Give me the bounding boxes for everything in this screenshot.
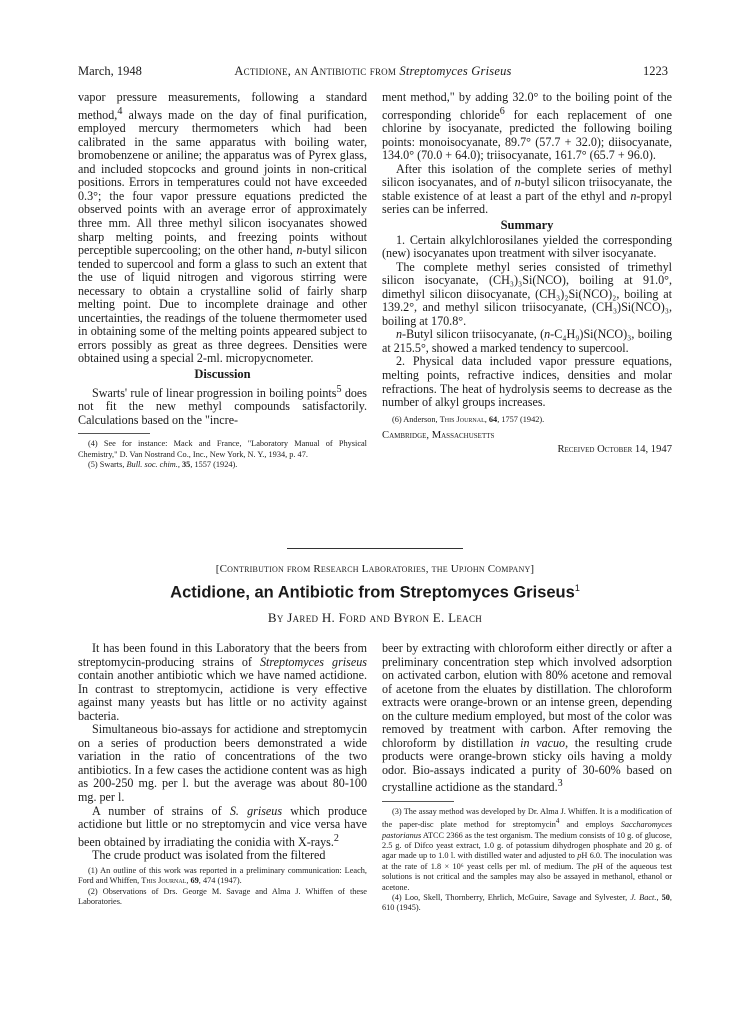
volume: 35 (182, 460, 191, 469)
text: (3) The assay method was developed by Dr. Alma J. Whiffen. It is a modification of the paper-disc plate method for streptomycin (382, 807, 672, 830)
top-right-column (382, 91, 672, 456)
summary-item: 2. Physical data included vapor pressure equations, melting points, refractive indices, densities and molar refractions. The heat of hydrolysis seems to decrease as the number of alkyl groups increases. (382, 354, 672, 410)
italic-text: S. griseus (229, 803, 283, 818)
text: -Butyl silicon triisocyanate, ( (402, 327, 545, 342)
italic-text: n (396, 327, 403, 342)
text: ment method," by adding 32.0° to the boiling point of the corresponding chloride (382, 90, 672, 122)
footnote-ref: 5 (336, 383, 342, 395)
running-header (78, 64, 668, 80)
paragraph (78, 642, 367, 723)
text: , the resulting crude products were orange-brown sticky oils having a moldy odor. Bio-assays indicated a purity of 30-60% based on crystalline actidione as the standard. (382, 735, 672, 795)
text: , (177, 460, 183, 469)
italic-text: n (544, 327, 551, 342)
italic-text: n (514, 175, 521, 190)
italic-text: p (592, 861, 597, 871)
text: , 1757 (1942). (497, 414, 545, 424)
top-left-column (78, 91, 367, 470)
summary-item: 1. Certain alkylchlorosilanes yielded the corresponding (new) isocyanates upon treatment with silver isocyanate. (382, 232, 672, 261)
italic-text: p (577, 851, 582, 861)
footnote (78, 460, 367, 470)
title-text: Actidione, an Antibiotic from Streptomyces Griseus (170, 583, 575, 602)
authors: By Jared H. Ford and Byron E. Leach (267, 610, 483, 625)
paragraph (78, 91, 367, 366)
section-divider (287, 548, 463, 549)
footnote-ref: 6 (499, 105, 505, 117)
text: -C₄H₉)Si(NCO)₃, boiling at 215.5°, showed a marked tendency to supercool. (382, 327, 673, 355)
journal-name: This Journal (141, 876, 187, 886)
text: and employs (559, 820, 621, 830)
text: (5) Swarts, (88, 460, 127, 469)
footnotes (78, 439, 367, 470)
footnote-rule (382, 801, 454, 802)
paragraph (382, 642, 672, 795)
footnote-ref: 3 (557, 778, 563, 790)
journal-name: J. Bact. (630, 893, 657, 903)
text: After this isolation of the complete series of methyl silicon isocyanates, and of (382, 161, 672, 190)
header-date: March, 1948 (78, 64, 142, 78)
text: , (484, 414, 489, 424)
volume: 64 (488, 414, 498, 424)
paragraph (382, 163, 672, 217)
text: H 6.0. The inoculation was at the rate of 1.8 × 10⁶ yeast cells per ml. of medium. The (382, 851, 672, 871)
journal-name: Bull. soc. chim. (126, 460, 178, 469)
paragraph (78, 383, 367, 428)
paragraph (78, 805, 367, 850)
text: (1) An outline of this work was reported in a preliminary communication: Leach, Ford and Whiffen, (78, 865, 367, 886)
text: It has been found in this Laboratory that the beers from streptomycin-producing strains of (78, 641, 367, 669)
footnotes (78, 866, 367, 908)
text: for each replacement of one chlorine by isocyanate, predicted the following boiling points: monoisocyanate, 89.7° (57.7 + 32.0); diisocyanate, 134.0° (70.0 + 64.0); triisocyanate, 161.7° (65.7 + 96.0). (382, 107, 672, 163)
footnotes (382, 807, 672, 914)
contribution-line: [Contribution from Research Laboratories, the Upjohn Company] (215, 563, 535, 575)
summary-item: The complete methyl series consisted of trimethyl silicon isocyanate, (CH₃)₃Si(NCO), boiling at 91.0°, dimethyl silicon diisocyanate, (CH₃)₂Si(NCO)₂, boiling at 139.2°, and methyl silicon triisocyanate, (CH₃)Si(NCO)₃, boiling at 170.8°. (382, 259, 672, 328)
journal-name: This Journal (439, 414, 485, 424)
text: (6) Anderson, (392, 414, 440, 424)
page-number: 1223 (643, 64, 668, 78)
section-heading: Discussion (194, 366, 251, 381)
italic-text: Streptomyces griseus (259, 654, 367, 669)
text: which produce actidione but little or no streptomycin and vice versa have been obtained by irradiating the conidia with X-rays. (78, 803, 367, 849)
footnote-ref: 1 (574, 583, 580, 593)
running-title-organism: Streptomyces Griseus (399, 64, 512, 78)
footnotes (382, 415, 672, 425)
paragraph: Simultaneous bio-assays for actidione and streptomycin on a series of production beers demonstrated a wide variation in the ratio of concentrations of the two antibiotics. In a few cases the actidione content was as high as 200-250 mg. per l. but the average was about 80-100 mg. per l. (78, 722, 367, 805)
footnote-rule (78, 433, 150, 434)
summary-item (382, 328, 672, 355)
text: (4) Loo, Skell, Thornberry, Ehrlich, McGuire, Savage and Sylvester, (392, 893, 631, 903)
footnote-ref: 4 (117, 105, 123, 117)
text: always made on the day of final purification, employed mercury thermometers which had been calibrated in the same apparatus with boiling water, bromobenzene or aniline; the apparatus was of Pyrex glass, and included stopcocks and ground joints in non-critical positions. Errors in temperatures could not have exceeded 0.3°; the four vapor pressure equations predicted the observed points with an average error of approximately three mm. All three methyl silicon isocyanates showed sharp melting points, and freezing points without perceptible supercooling; on the other hand, (78, 107, 367, 258)
footnote (78, 866, 367, 887)
paragraph (382, 91, 672, 163)
footnote (382, 415, 672, 425)
text: , (656, 893, 662, 903)
bottom-left-column (78, 642, 367, 907)
bottom-right-column (382, 642, 672, 914)
volume: 69 (190, 876, 199, 886)
text: , 610 (1945). (382, 893, 672, 913)
affiliation: Cambridge, Massachusetts (382, 430, 495, 442)
text: -butyl silicon triisocyanate, the stable existence of at least a part of the ethyl and (382, 175, 672, 203)
text: does not fit the new methyl compounds satisfactorily. Calculations based on the "incre- (78, 385, 367, 427)
italic-text: n (630, 188, 637, 203)
running-title-main: Actidione, an Antibiotic from (234, 64, 400, 78)
text: H of the aqueous test solutions is not critical and the samples may also be assayed in methanol, ethanol or acetone. (382, 861, 673, 892)
text: A number of strains of (92, 803, 230, 818)
text: , (186, 876, 191, 886)
text: -butyl silicon tended to supercool and form a glass to such an extent that the use of liquid nitrogen and vigorous stirring were necessary to obtain a crystalline solid of fairly sharp melting point. Due to incomplete drainage and other uncertainties, the readings of the toluene thermometer used in obtaining some of the melting points appeared subject to errors possibly as great as three degrees. Densities were obtained using a special 2-ml. micropycnometer. (78, 243, 367, 366)
text: contain another antibiotic which we have named actidione. In contrast to streptomycin, actidione is very effective against many yeasts but has little or no activity against bacteria. (78, 668, 367, 723)
volume: 50 (661, 893, 670, 903)
text: , 474 (1947). (198, 876, 242, 886)
footnote-ref: 4 (555, 818, 560, 826)
text: ATCC 2366 as the test organism. The medium consists of 10 g. of glucose, 2.5 g. of Difco yeast extract, 1.0 g. of potassium dihydrogen phosphate and 20 g. of agar made up to 1.0 l. with distilled water and adjusted to (382, 830, 672, 861)
received-date: Received October 14, 1947 (557, 443, 672, 455)
italic-text: n (296, 243, 303, 258)
footnote (382, 807, 672, 893)
text: , 1557 (1924). (190, 460, 238, 469)
text: vapor pressure measurements, following a standard method, (78, 90, 367, 122)
text: Swarts' rule of linear progression in boiling points (92, 385, 337, 400)
article-title (78, 583, 672, 603)
text: beer by extracting with chloroform either directly or after a preliminary concentration step which involved adsorption on activated carbon, elution with 80% acetone and removal of acetone from the eluates by distillation. The chloroform extracts were orange-brown or an intense green, depending on the culture medium employed, but most of the color was removed by treatment with carbon. After removing the chloroform by distillation (382, 641, 672, 750)
running-title (78, 64, 668, 79)
italic-text: in vacuo (520, 735, 566, 750)
paragraph: The crude product was isolated from the filtered (92, 848, 326, 863)
footnote (382, 893, 672, 914)
footnote-ref: 2 (333, 832, 339, 844)
italic-text: Saccharomyces pastorianus (382, 820, 672, 840)
footnote: (2) Observations of Drs. George M. Savage and Alma J. Whiffen of these Laboratories. (78, 886, 367, 906)
footnote: (4) See for instance: Mack and France, "Laboratory Manual of Physical Chemistry," D. Van Nostrand Co., Inc., New York, N. Y., 1934, p. 47. (78, 439, 367, 459)
section-heading: Summary (500, 217, 554, 232)
text: -propyl series can be inferred. (382, 188, 672, 217)
